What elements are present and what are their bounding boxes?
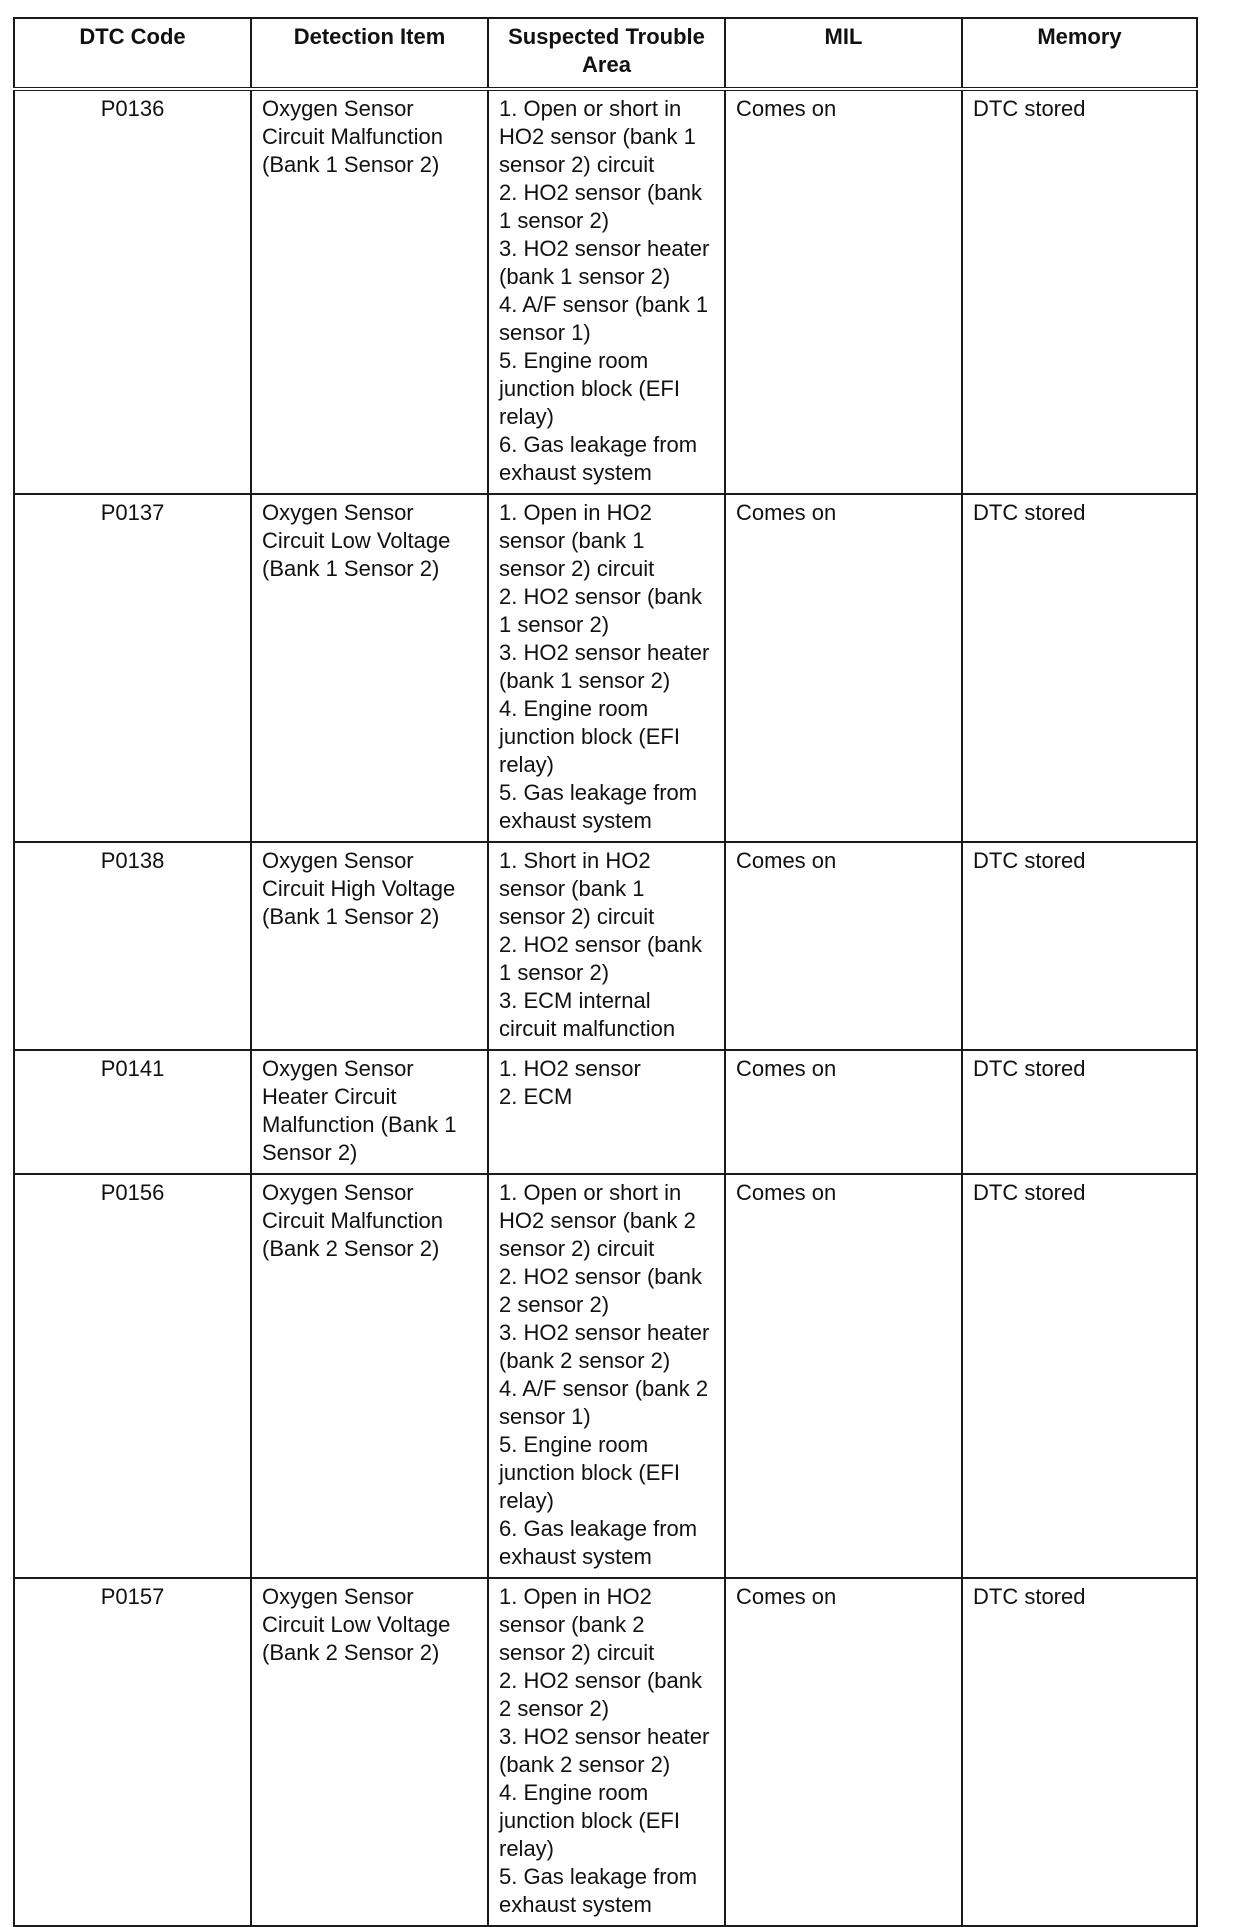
mil-cell: Comes on: [725, 89, 962, 494]
trouble-area-item: 6. Gas leakage from exhaust system: [499, 432, 698, 485]
detection-item-cell: Oxygen Sensor Heater Circuit Malfunction (Bank 1 Sensor 2): [251, 1050, 488, 1174]
memory-cell: DTC stored: [962, 842, 1197, 1050]
header-detection-item: Detection Item: [251, 18, 488, 89]
mil-cell: Comes on: [725, 494, 962, 842]
trouble-area-item: 3. HO2 sensor heater (bank 1 sensor 2): [499, 640, 710, 693]
trouble-area-item: 2. HO2 sensor (bank 2 sensor 2): [499, 1264, 702, 1317]
memory-cell: DTC stored: [962, 1174, 1197, 1578]
trouble-area-item: 2. ECM: [499, 1084, 573, 1109]
trouble-area-item: 2. HO2 sensor (bank 1 sensor 2): [499, 932, 702, 985]
dtc-code-cell: P0156: [14, 1174, 251, 1578]
trouble-area-item: 2. HO2 sensor (bank 1 sensor 2): [499, 584, 702, 637]
trouble-area-item: 5. Gas leakage from exhaust system: [499, 1864, 698, 1917]
trouble-area-item: 4. A/F sensor (bank 1 sensor 1): [499, 292, 709, 345]
trouble-area-item: 5. Engine room junction block (EFI relay): [499, 1432, 680, 1513]
table-row: [14, 842, 1197, 1050]
suspected-trouble-area-cell: [488, 1174, 725, 1578]
trouble-area-item: 2. HO2 sensor (bank 1 sensor 2): [499, 180, 702, 233]
dtc-code-cell: P0157: [14, 1578, 251, 1926]
mil-cell: Comes on: [725, 1578, 962, 1926]
detection-item-cell: Oxygen Sensor Circuit Low Voltage (Bank 1 Sensor 2): [251, 494, 488, 842]
trouble-area-item: 1. Open or short in HO2 sensor (bank 2 sensor 2) circuit: [499, 1180, 696, 1261]
table-row: [14, 1050, 1197, 1174]
trouble-area-item: 5. Engine room junction block (EFI relay): [499, 348, 680, 429]
mil-cell: Comes on: [725, 1174, 962, 1578]
suspected-trouble-area-cell: [488, 494, 725, 842]
trouble-area-item: 1. Open in HO2 sensor (bank 1 sensor 2) circuit: [499, 500, 655, 581]
trouble-area-item: 1. Open in HO2 sensor (bank 2 sensor 2) circuit: [499, 1584, 655, 1665]
trouble-area-item: 3. HO2 sensor heater (bank 1 sensor 2): [499, 236, 710, 289]
trouble-area-item: 2. HO2 sensor (bank 2 sensor 2): [499, 1668, 702, 1721]
trouble-area-item: 1. Short in HO2 sensor (bank 1 sensor 2) circuit: [499, 848, 655, 929]
suspected-trouble-area-cell: [488, 89, 725, 494]
memory-cell: DTC stored: [962, 494, 1197, 842]
mil-cell: Comes on: [725, 1050, 962, 1174]
dtc-table: [13, 17, 1198, 1927]
trouble-area-item: 1. HO2 sensor: [499, 1056, 641, 1081]
dtc-code-cell: P0136: [14, 89, 251, 494]
memory-cell: DTC stored: [962, 1050, 1197, 1174]
table-row: [14, 494, 1197, 842]
trouble-area-item: 4. A/F sensor (bank 2 sensor 1): [499, 1376, 709, 1429]
suspected-trouble-area-cell: [488, 842, 725, 1050]
trouble-area-item: 1. Open or short in HO2 sensor (bank 1 sensor 2) circuit: [499, 96, 696, 177]
dtc-code-cell: P0141: [14, 1050, 251, 1174]
table-body: [14, 89, 1197, 1926]
trouble-area-item: 4. Engine room junction block (EFI relay): [499, 1780, 680, 1861]
dtc-code-cell: P0138: [14, 842, 251, 1050]
detection-item-cell: Oxygen Sensor Circuit High Voltage (Bank 1 Sensor 2): [251, 842, 488, 1050]
trouble-area-item: 5. Gas leakage from exhaust system: [499, 780, 698, 833]
trouble-area-item: 4. Engine room junction block (EFI relay): [499, 696, 680, 777]
mil-cell: Comes on: [725, 842, 962, 1050]
dtc-code-cell: P0137: [14, 494, 251, 842]
trouble-area-item: 3. HO2 sensor heater (bank 2 sensor 2): [499, 1724, 710, 1777]
table-row: [14, 89, 1197, 494]
trouble-area-item: 3. ECM internal circuit malfunction: [499, 988, 676, 1041]
detection-item-cell: Oxygen Sensor Circuit Low Voltage (Bank 2 Sensor 2): [251, 1578, 488, 1926]
detection-item-cell: Oxygen Sensor Circuit Malfunction (Bank 2 Sensor 2): [251, 1174, 488, 1578]
table-row: [14, 1174, 1197, 1578]
suspected-trouble-area-cell: [488, 1050, 725, 1174]
trouble-area-item: 6. Gas leakage from exhaust system: [499, 1516, 698, 1569]
trouble-area-item: 3. HO2 sensor heater (bank 2 sensor 2): [499, 1320, 710, 1373]
header-dtc-code: DTC Code: [14, 18, 251, 89]
header-row: [14, 18, 1197, 89]
table-header: [14, 18, 1197, 89]
header-suspected-trouble-area: Suspected Trouble Area: [488, 18, 725, 89]
header-memory: Memory: [962, 18, 1197, 89]
suspected-trouble-area-cell: [488, 1578, 725, 1926]
memory-cell: DTC stored: [962, 89, 1197, 494]
table-row: [14, 1578, 1197, 1926]
memory-cell: DTC stored: [962, 1578, 1197, 1926]
header-mil: MIL: [725, 18, 962, 89]
detection-item-cell: Oxygen Sensor Circuit Malfunction (Bank 1 Sensor 2): [251, 89, 488, 494]
